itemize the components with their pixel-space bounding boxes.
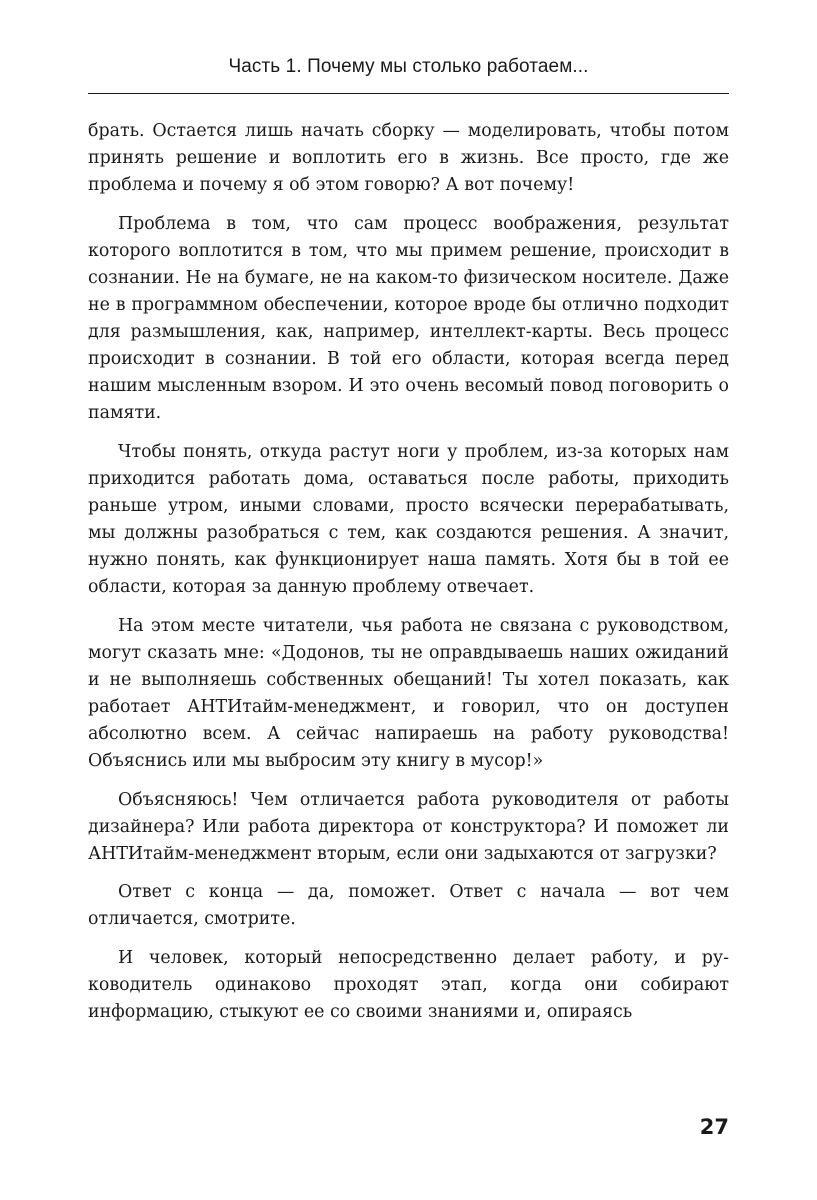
page-number: 27 xyxy=(699,1115,729,1139)
body-text xyxy=(88,118,729,1038)
paragraph: И человек, который непосредственно делает работу, и руководитель одинаково проходят этап, когда они собирают информацию, стыкуют ее со своими знаниями и, опираясь xyxy=(88,947,729,1023)
paragraph: На этом месте читатели, чья работа не связана с руководством, могут сказать мне: «Додонов, ты не оправдываешь наших ожиданий и не выполняешь собственных обещаний! Ты хотел показать, как работает АНТИтайм-менеджмент, и говорил, что он доступен абсолютно всем. А сейчас напираешь на работу руководства! Объяснись или мы выбросим эту книгу в мусор!» xyxy=(88,615,729,772)
paragraph: Объясняюсь! Чем отличается работа руководителя от работы дизайнера? Или работа директора от конструктора? И поможет ли АНТИтайм-менеджмент вторым, если они задыхаются от загрузки? xyxy=(88,789,729,864)
paragraph: Ответ с конца — да, поможет. Ответ с начала — вот чем отличается, смотрите. xyxy=(88,882,729,930)
paragraph: Чтобы понять, откуда растут ноги у проблем, из-за которых нам приходится работать дома, оставаться после работы, приходить раньше утром, иными словами, просто всячески перерабатывать, мы должны разобраться с тем, как создаются решения. А значит, нужно понять, как функционирует наша память. Хотя бы в той ее области, которая за данную проблему отвечает. xyxy=(88,441,729,598)
paragraph: Проблема в том, что сам процесс воображения, результат которого воплотится в том, что мы примем решение, происходит в сознании. Не на бумаге, не на каком-то физическом носителе. Даже не в программном обеспечении, которое вроде бы отлично подходит для размышления, как, например, интеллект-карты. Весь процесс происходит в сознании. В той его области, которая всегда перед нашим мысленным взором. И это очень весомый повод поговорить о памяти. xyxy=(88,213,729,424)
paragraph-continuation: брать. Остается лишь начать сборку — моделировать, чтобы потом принять решение и воплотить его в жизнь. Все просто, где же проблема и почему я об этом говорю? А вот почему! xyxy=(88,121,729,196)
running-header: Часть 1. Почему мы столько работаем... xyxy=(228,56,589,77)
header-rule xyxy=(88,93,729,94)
